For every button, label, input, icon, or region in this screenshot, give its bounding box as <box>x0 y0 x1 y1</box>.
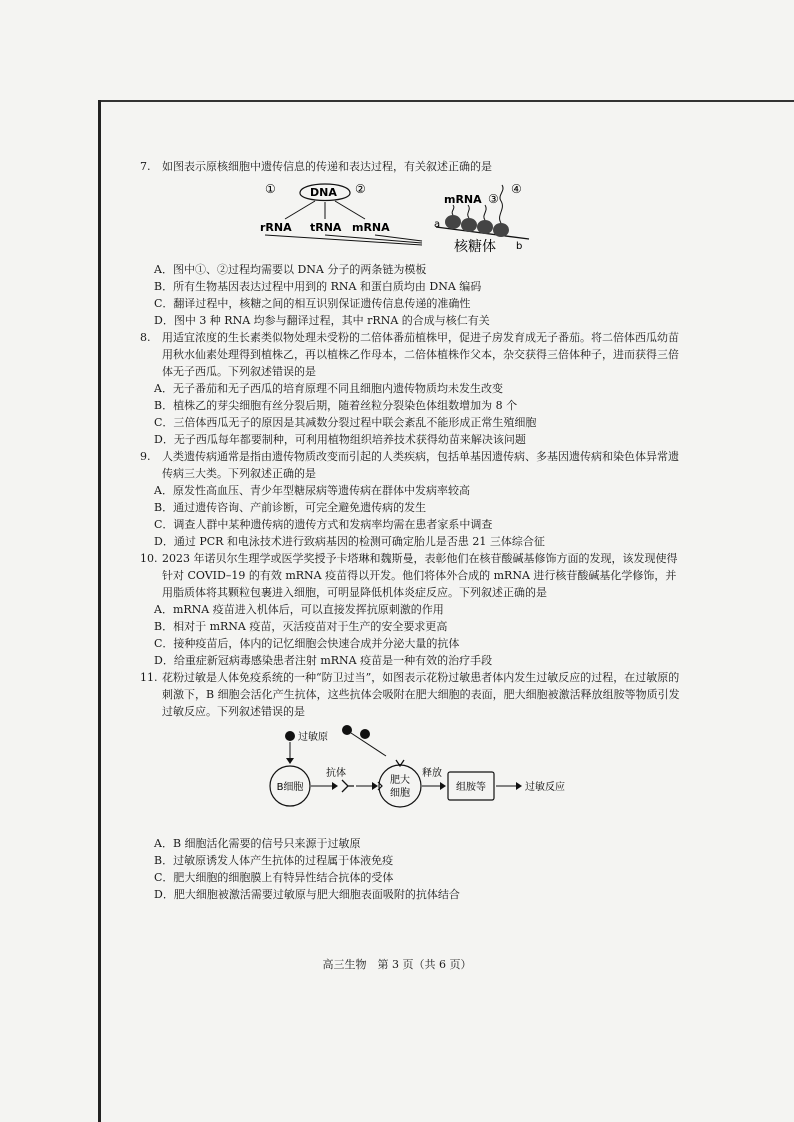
question-number: 7. <box>140 160 151 173</box>
question-number: 9. <box>140 450 151 463</box>
dna-label: DNA <box>310 186 337 199</box>
question-stem <box>140 448 685 482</box>
question-text: 如图表示原核细胞中遗传信息的传递和表达过程，有关叙述正确的是 <box>162 160 492 173</box>
question-stem <box>140 158 685 175</box>
end-b-label: b <box>516 241 523 252</box>
arrow-to-rrna <box>285 201 315 219</box>
option-b: B．过敏原诱发人体产生抗体的过程属于体液免疫 <box>154 854 394 867</box>
question-text: 2023 年诺贝尔生理学或医学奖授予卡塔琳和魏斯曼，表彰他们在核苷酸碱基修饰方面的发现，该发现使得针对 COVID–19 的有效 mRNA 疫苗得以开发。他们将体外合成的 mRNA 进行核苷酸碱基化学修饰，并用脂质体将其颗粒包裹进入细胞，可明显降低机体炎症反应。下列叙述正确的是 <box>162 552 678 599</box>
allergy-process-diagram <box>140 724 685 829</box>
question-text: 人类遗传病通常是指由遗传物质改变而引起的人类疾病，包括单基因遗传病、多基因遗传病和染色体异常遗传病三大类。下列叙述正确的是 <box>162 450 679 480</box>
reaction-label: 过敏反应 <box>525 782 565 793</box>
ribosome <box>461 218 477 232</box>
question-8 <box>140 329 685 448</box>
allergen-particle-icon <box>342 725 352 735</box>
mrna-label: mRNA <box>352 221 390 234</box>
ribosome <box>445 215 461 229</box>
antibody-label: 抗体 <box>326 768 346 779</box>
page-frame-top-edge <box>98 100 794 102</box>
ribosome <box>493 223 509 237</box>
allergen-label: 过敏原 <box>298 732 328 743</box>
question-stem <box>140 669 685 720</box>
allergen-particle-icon <box>360 729 370 739</box>
option-d: D．给重症新冠病毒感染患者注射 mRNA 疫苗是一种有效的治疗手段 <box>154 654 493 667</box>
arrow-head <box>286 758 294 764</box>
mast-cell-label-line2: 细胞 <box>390 788 410 799</box>
b-cell-label: B细胞 <box>276 782 304 793</box>
arrow-head <box>516 782 522 790</box>
question-text: 用适宜浓度的生长素类似物处理未受粉的二倍体番茄植株甲，促进子房发育成无子番茄。将二倍体西瓜幼苗用秋水仙素处理得到植株乙，再以植株乙作母本，二倍体植株作父本，杂交获得三倍体种子，进而获得三倍体无子西瓜。下列叙述错误的是 <box>162 331 679 378</box>
question-number: 10. <box>140 552 158 565</box>
polypeptide-chain <box>484 205 486 220</box>
end-a-label: a <box>434 219 441 230</box>
arrow-head <box>440 782 446 790</box>
option-b: B．所有生物基因表达过程中用到的 RNA 和蛋白质均由 DNA 编码 <box>154 280 482 293</box>
release-label: 释放 <box>422 768 442 779</box>
option-c: C．接种疫苗后，体内的记忆细胞会快速合成并分泌大量的抗体 <box>154 637 460 650</box>
arrow-to-mrna <box>335 201 365 219</box>
question-stem <box>140 329 685 380</box>
ribosome-label: 核糖体 <box>454 239 496 255</box>
option-b: B．植株乙的芽尖细胞有丝分裂后期，随着丝粒分裂染色体组数增加为 8 个 <box>154 399 518 412</box>
ribosome <box>477 220 493 234</box>
question-number: 8. <box>140 331 151 344</box>
question-10 <box>140 550 685 669</box>
option-c: C．三倍体西瓜无子的原因是其减数分裂过程中联会紊乱不能形成正常生殖细胞 <box>154 416 537 429</box>
process-2-label: ② <box>355 182 366 196</box>
question-7 <box>140 158 685 329</box>
option-a: A．B 细胞活化需要的信号只来源于过敏原 <box>154 837 361 850</box>
polypeptide-chain <box>468 205 470 218</box>
option-b: B．通过遗传咨询、产前诊断，可完全避免遗传病的发生 <box>154 501 427 514</box>
polypeptide-chain <box>452 205 454 215</box>
option-b: B．相对于 mRNA 疫苗，灭活疫苗对于生产的安全要求更高 <box>154 620 448 633</box>
process-1-label: ① <box>265 182 276 196</box>
polypeptide-chain <box>500 185 503 223</box>
rrna-label: rRNA <box>260 221 292 234</box>
option-c: C．翻译过程中，核糖之间的相互识别保证遗传信息传递的准确性 <box>154 297 471 310</box>
process-4-label: ④ <box>511 182 522 196</box>
figure-gene-expression <box>140 177 685 255</box>
option-d: D．无子西瓜每年都要制种，可利用植物组织培养技术获得幼苗来解决该问题 <box>154 433 526 446</box>
mrna-top-label: mRNA <box>444 193 482 206</box>
option-c: C．肥大细胞的细胞膜上有特异性结合抗体的受体 <box>154 871 394 884</box>
option-a: A．无子番茄和无子西瓜的培育原理不同且细胞内遗传物质均未发生改变 <box>154 382 503 395</box>
trna-label: tRNA <box>310 221 342 234</box>
page-content <box>140 158 685 903</box>
question-text: 花粉过敏是人体免疫系统的一种“防卫过当”，如图表示花粉过敏患者体内发生过敏反应的过程，在过敏原的刺激下，B 细胞会活化产生抗体，这些抗体会吸附在肥大细胞的表面，肥大细胞被激活释放组胺等物质引发过敏反应。下列叙述错误的是 <box>162 671 680 718</box>
option-d: D．肥大细胞被激活需要过敏原与肥大细胞表面吸附的抗体结合 <box>154 888 460 901</box>
page-footer: 高三生物 第 3 页（共 6 页） <box>322 958 472 971</box>
question-number: 11. <box>140 671 158 684</box>
option-a: A．图中①、②过程均需要以 DNA 分子的两条链为模板 <box>154 263 427 276</box>
process-3-label: ③ <box>488 192 499 206</box>
option-a: A．原发性高血压、青少年型糖尿病等遗传病在群体中发病率较高 <box>154 484 470 497</box>
histamine-label: 组胺等 <box>456 782 486 793</box>
option-d: D．图中 3 种 RNA 均参与翻译过程，其中 rRNA 的合成与核仁有关 <box>154 314 490 327</box>
arrow-head <box>332 782 338 790</box>
question-9 <box>140 448 685 550</box>
option-d: D．通过 PCR 和电泳技术进行致病基因的检测可确定胎儿是否患 21 三体综合征 <box>154 535 545 548</box>
mast-cell-label-line1: 肥大 <box>390 775 410 786</box>
mast-cell-icon <box>379 765 421 807</box>
gene-expression-diagram <box>140 177 685 255</box>
arrow-head <box>372 782 378 790</box>
question-11 <box>140 669 685 903</box>
question-stem <box>140 550 685 601</box>
antibody-icon <box>342 780 354 792</box>
figure-allergy-process <box>140 724 685 829</box>
option-a: A．mRNA 疫苗进入机体后，可以直接发挥抗原刺激的作用 <box>154 603 444 616</box>
option-c: C．调查人群中某种遗传病的遗传方式和发病率均需在患者家系中调查 <box>154 518 493 531</box>
allergen-particle-icon <box>285 731 295 741</box>
